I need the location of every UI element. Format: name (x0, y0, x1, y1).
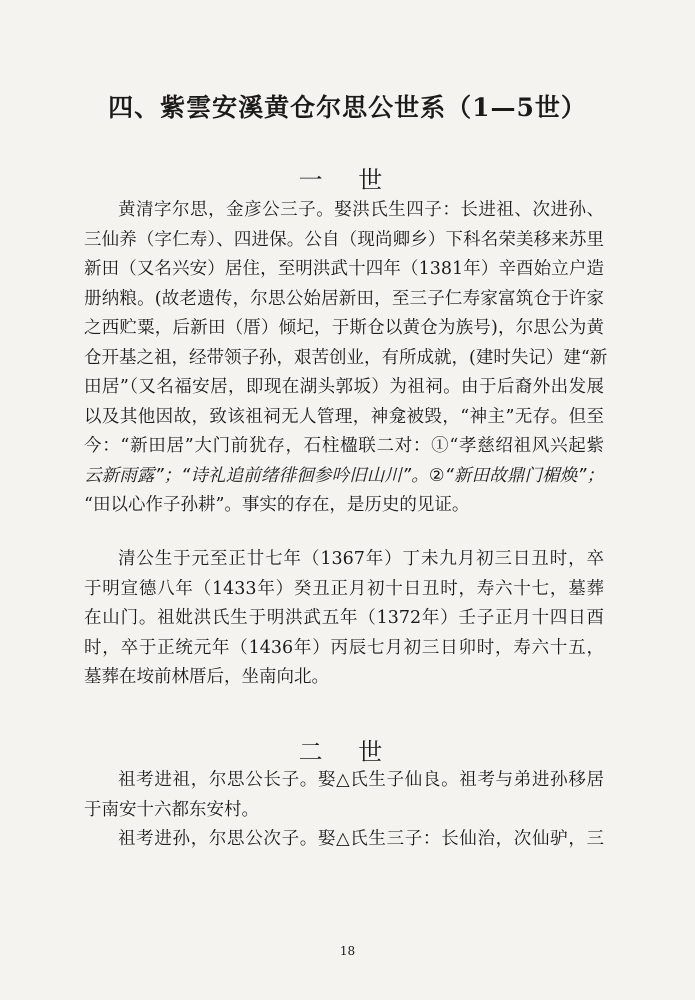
page-number: 18 (339, 944, 356, 958)
text-line: 祖考进孙，尔思公次子。娶△氏生三子：长仙治，次仙驴，三 (118, 829, 604, 849)
text-line: 三仙养（字仁寿）、四进保。公自（现尚卿乡）下科名荣美移来苏里 (84, 229, 604, 250)
paragraph-2 (84, 545, 604, 693)
text-line: 于南安十六都东安村。 (84, 799, 259, 820)
text-line: 田居”（又名福安居，即现在湖头郭坂）为祖祠。由于后裔外出发展 (84, 377, 604, 397)
section-heading-2: 二 世 (298, 738, 397, 766)
text-line: 新田（又名兴安）居住，至明洪武十四年（1381年）辛酉始立户造 (84, 259, 604, 279)
text-line: 墓葬在垵前林厝后，坐南向北。 (84, 667, 329, 687)
text-line: 仓开基之祖，经带领子孙，艰苦创业，有所成就，(建时失记）建“新 (84, 347, 608, 368)
paragraph-1 (84, 196, 608, 521)
text-line: 清公生于元至正廿七年（1367年）丁未九月初三日丑时，卒 (118, 549, 604, 569)
text-line: 在山门。祖妣洪氏生于明洪武五年（1372年）壬子正月十四日酉 (84, 608, 604, 628)
section-heading-1: 一 世 (298, 166, 397, 194)
text-line: 云新雨露”；“诗礼追前绪徘徊参吟旧山川”。②“新田故鼎门楣焕”； (84, 465, 604, 486)
text-line: 黄清字尔思，金彦公三子。娶洪氏生四子：长进祖、次进孙、 (118, 200, 604, 220)
text-line: 册纳粮。(故老遗传，尔思公始居新田，至三子仁寿家富筑仓于许家 (84, 288, 604, 309)
text-line: 祖考进祖，尔思公长子。娶△氏生子仙良。祖考与弟进孙移居 (118, 770, 604, 790)
text-line: “田以心作子孙耕”。事实的存在，是历史的见证。 (84, 495, 470, 515)
text-line: 今：“新田居”大门前犹存，石柱楹联二对：①“孝慈绍祖风兴起紫 (84, 436, 604, 456)
text-line: 时，卒于正统元年（1436年）丙辰七月初三日卯时，寿六十五， (84, 637, 604, 658)
paragraph-3 (84, 766, 604, 825)
text-line: 以及其他因故，致该祖祠无人管理，神龛被毁，“神主”无存。但至 (84, 406, 604, 427)
text-line: 之西贮粟，后新田（厝）倾圮，于斯仓以黄仓为族号)，尔思公为黄 (84, 318, 604, 338)
paragraph-4 (84, 825, 604, 855)
text-line: 于明宣德八年（1433年）癸丑正月初十日丑时，寿六十七，墓葬 (84, 578, 604, 599)
page-title: 四、紫雲安溪黄仓尔思公世系（1—5世） (108, 93, 587, 122)
